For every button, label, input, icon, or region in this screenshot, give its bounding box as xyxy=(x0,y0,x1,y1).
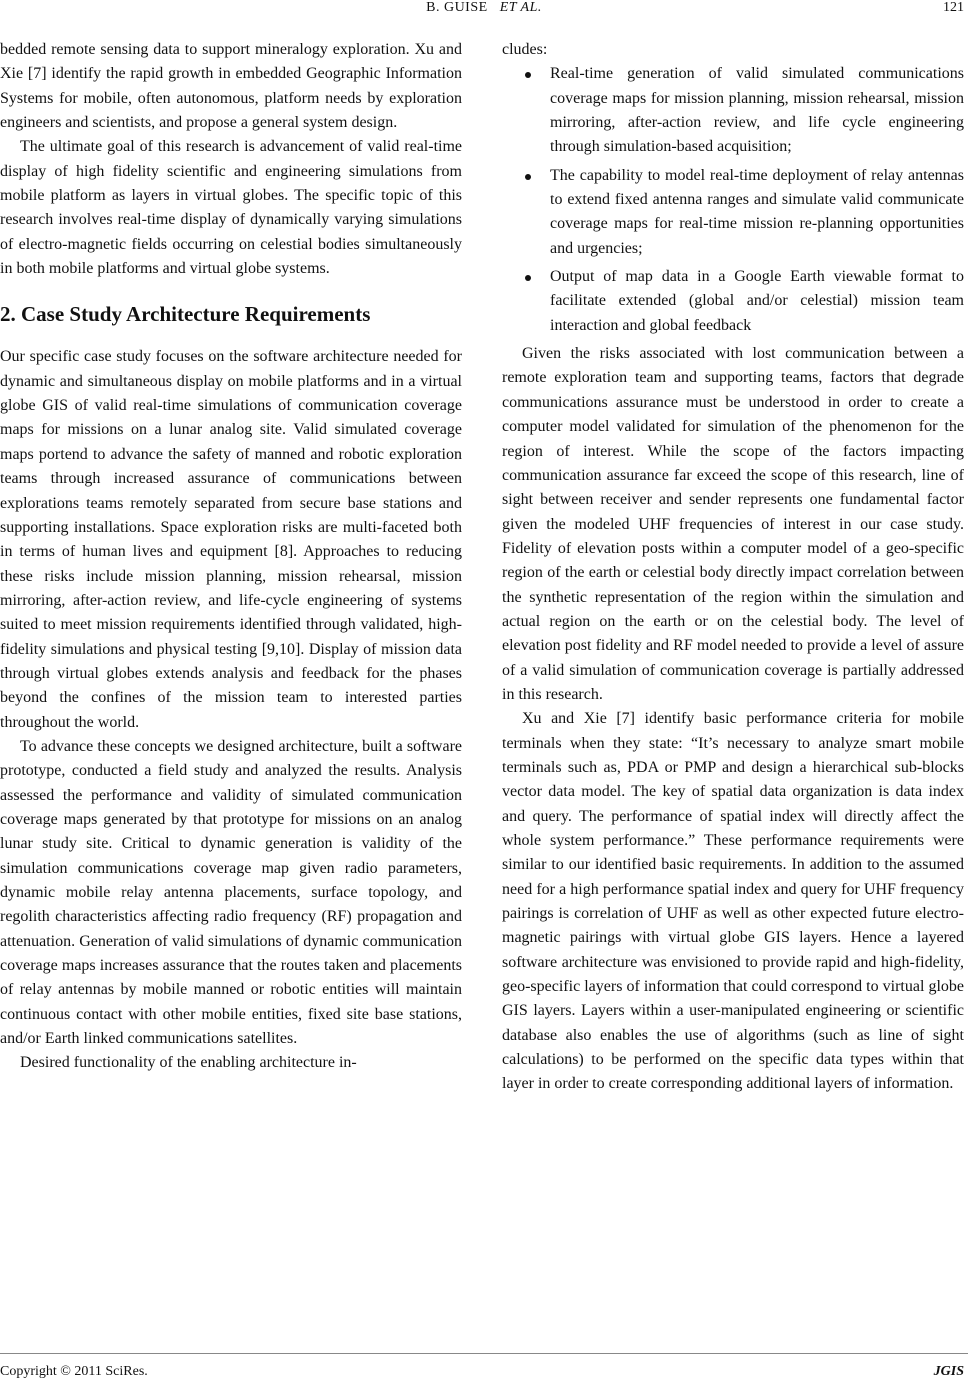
bullet-icon xyxy=(525,275,531,281)
right-column xyxy=(502,38,964,1097)
paragraph: The ultimate goal of this research is advancement of valid real-time display of high fidelity scientific and engineering simulations from mobile platform as layers in virtual globes. The specific topic of this research involves real-time display of dynamically varying simulations of electro-magnetic fields occurring on celestial bodies simultaneously in both mobile platforms and virtual globe systems. xyxy=(0,138,462,278)
list-item xyxy=(502,265,964,338)
footer-divider xyxy=(0,1353,968,1354)
header-author: B. GUISE xyxy=(426,0,488,15)
list-item xyxy=(502,62,964,159)
paragraph: Our specific case study focuses on the software architecture needed for dynamic and simultaneous display on mobile platforms and in a virtual globe GIS of valid real-time simulations of communication coverage maps for missions on a lunar analog site. Valid simulated coverage maps portend to advance the safety of manned and robotic exploration teams through increased assurance of communications between explorations teams remotely separated from secure base stations and supporting installations. Space exploration risks are multi-faceted both in terms of human lives and equipment [8]. Approaches to reducing these risks include mission planning, mission rehearsal, mission mirroring, after-action review, and life-cycle engineering of systems suited to meet mission requirements identified through validated, high-fidelity simulations and physical testing [9,10]. Display of mission data through virtual globes extends analysis and feedback for the phases beyond the confines of the mission team to interested parties throughout the world. xyxy=(0,348,462,731)
paragraph: Given the risks associated with lost communication between a remote exploration team and supporting teams, factors that degrade communications assurance must be understood in order to create a computer model validated for simulation of the phenomenon for the region of interest. While the scope of the factors impacting communication assurance far exceed the scope of this research, line of sight between receiver and sender represents one fundamental factor given the modeled UHF frequencies of interest in our case study. Fidelity of elevation posts within a computer model of a geo-specific region of the earth or celestial body directly impact correlation between the synthetic representation of the region within the simulation and actual region on the earth or on the celestial body. The level of elevation post fidelity and RF model needed to provide a level of assure of a valid simulation of communication coverage is partially addressed in this research. xyxy=(502,345,964,703)
paragraph: Desired functionality of the enabling architecture in- xyxy=(20,1054,357,1072)
running-header xyxy=(0,0,968,20)
bullet-list xyxy=(502,62,964,338)
list-item-text: Output of map data in a Google Earth viewable format to facilitate extended (global and/or celestial) mission team interaction and global feedback xyxy=(550,268,964,334)
bullet-icon xyxy=(525,72,531,78)
paragraph: To advance these concepts we designed architecture, built a software prototype, conducted a field study and analyzed the results. Analysis assessed the performance and validity of simulated communication coverage maps generated by that prototype for missions on an analog lunar study site. Critical to dynamic generation is validity of the simulation communications coverage map given radio parameters, dynamic mobile relay antenna placements, surface topology, and regolith characteristics affecting radio frequency (RF) propagation and attenuation. Generation of valid simulations of dynamic communication coverage maps increases assurance that the routes taken and placements of relay antennas by mobile manned or robotic entities will maintain continuous contact with other mobile entities, fixed site base stations, and/or Earth linked communications satellites. xyxy=(0,737,462,1048)
paragraph: Xu and Xie [7] identify basic performance criteria for mobile terminals when they state: “It’s necessary to analyze smart mobile terminals such as, PDA or PMP and design a hierarchical sub-blocks vector data model. The key of spatial data organization is data index and query. The performance of spatial index will directly affect the whole system performance.” These performance requirements were similar to our identified basic requirements. In addition to the assumed need for a high performance spatial index and query for UHF frequency pairings is correlation of UHF as well as other expected future electro-magnetic pairings with virtual globe GIS layers. Hence a layered software architecture was envisioned to provide rapid and high-fidelity, geo-specific layers of information that could correspond to virtual globe GIS layers. Layers within a user-manipulated engineering or scientific database also enables the use of algorithms (such as line of sight calculations) to be performed on the specific data types within that layer in order to create corresponding additional layers of information. xyxy=(502,710,964,1093)
list-item-text: Real-time generation of valid simulated communications coverage maps for mission planning, mission rehearsal, mission mirroring, after-action review, and life cycle engineering through simulation-based acquisition; xyxy=(550,65,964,156)
copyright-notice: Copyright © 2011 SciRes. xyxy=(0,1364,148,1379)
left-column xyxy=(0,38,462,1076)
running-title xyxy=(0,0,968,16)
bullet-icon xyxy=(525,174,531,180)
paragraph: cludes: xyxy=(502,41,548,58)
paragraph: bedded remote sensing data to support mineralogy exploration. Xu and Xie [7] identify the rapid growth in embedded Geographic Information Systems for mobile, often autonomous, platform needs by exploration engineers and scientists, and propose a general system design. xyxy=(0,41,462,132)
page-number: 121 xyxy=(943,0,964,15)
list-item-text: The capability to model real-time deployment of relay antennas to extend fixed antenna ranges and simulate valid communicate coverage maps for real-time mission re-planning opportunities and urgencies; xyxy=(550,166,964,257)
list-item xyxy=(502,164,964,261)
section-heading: 2. Case Study Architecture Requirements xyxy=(0,302,371,327)
journal-name: JGIS xyxy=(933,1364,964,1379)
header-et-al: ET AL. xyxy=(499,0,542,15)
